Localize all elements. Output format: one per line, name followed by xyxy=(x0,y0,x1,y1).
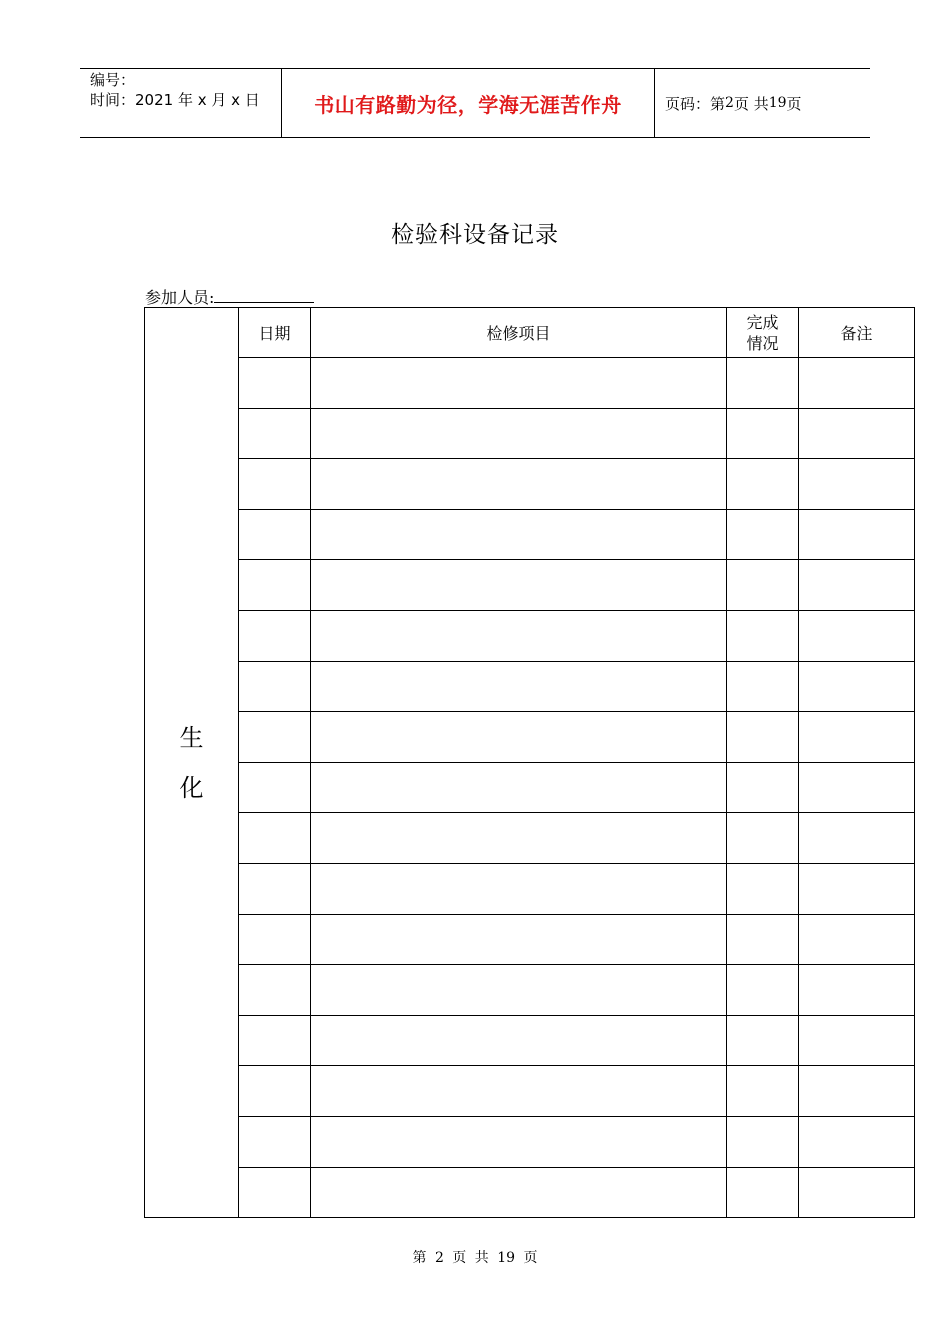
table-row xyxy=(145,1167,915,1218)
table-row xyxy=(145,661,915,712)
date-cell[interactable] xyxy=(239,661,311,712)
status-cell[interactable] xyxy=(727,1167,799,1218)
page-footer: 第 2 页 共 19 页 xyxy=(412,1250,538,1266)
status-cell[interactable] xyxy=(727,1116,799,1167)
table-row xyxy=(145,1116,915,1167)
table-row xyxy=(145,762,915,813)
item-cell[interactable] xyxy=(311,863,727,914)
item-cell[interactable] xyxy=(311,610,727,661)
notes-cell[interactable] xyxy=(799,408,915,459)
notes-cell[interactable] xyxy=(799,459,915,510)
table-row xyxy=(145,1015,915,1066)
date-cell[interactable] xyxy=(239,408,311,459)
status-cell[interactable] xyxy=(727,358,799,409)
status-cell[interactable] xyxy=(727,610,799,661)
status-cell[interactable] xyxy=(727,863,799,914)
date-cell[interactable] xyxy=(239,459,311,510)
item-cell[interactable] xyxy=(311,914,727,965)
table-row xyxy=(145,509,915,560)
status-cell[interactable] xyxy=(727,914,799,965)
status-cell[interactable] xyxy=(727,509,799,560)
table-row xyxy=(145,712,915,763)
date-cell[interactable] xyxy=(239,1066,311,1117)
notes-cell[interactable] xyxy=(799,712,915,763)
table-header-row xyxy=(145,308,915,358)
item-cell[interactable] xyxy=(311,560,727,611)
status-cell[interactable] xyxy=(727,560,799,611)
table-row xyxy=(145,965,915,1016)
status-cell[interactable] xyxy=(727,459,799,510)
item-cell[interactable] xyxy=(311,1066,727,1117)
notes-cell[interactable] xyxy=(799,914,915,965)
page-current: 2 xyxy=(725,95,734,111)
date-cell[interactable] xyxy=(239,863,311,914)
notes-cell[interactable] xyxy=(799,661,915,712)
item-cell[interactable] xyxy=(311,358,727,409)
notes-cell[interactable] xyxy=(799,1167,915,1218)
header-meta xyxy=(80,69,282,137)
status-cell[interactable] xyxy=(727,813,799,864)
date-cell[interactable] xyxy=(239,914,311,965)
item-cell[interactable] xyxy=(311,712,727,763)
item-cell[interactable] xyxy=(311,1167,727,1218)
notes-cell[interactable] xyxy=(799,813,915,864)
status-cell[interactable] xyxy=(727,965,799,1016)
col-header-notes: 备注 xyxy=(799,308,915,358)
department-cell xyxy=(145,308,239,1218)
item-cell[interactable] xyxy=(311,661,727,712)
table-row xyxy=(145,459,915,510)
date-cell[interactable] xyxy=(239,358,311,409)
notes-cell[interactable] xyxy=(799,863,915,914)
participants-label: 参加人员: xyxy=(145,288,215,307)
table-row xyxy=(145,914,915,965)
col-header-status-line: 情况 xyxy=(746,333,779,353)
department-char: 生 xyxy=(179,723,204,752)
status-cell[interactable] xyxy=(727,1015,799,1066)
status-cell[interactable] xyxy=(727,1066,799,1117)
header-motto: 书山有路勤为径，学海无涯苦作舟 xyxy=(282,69,655,137)
date-cell[interactable] xyxy=(239,762,311,813)
page-title: 检验科设备记录 xyxy=(391,222,559,248)
notes-cell[interactable] xyxy=(799,1066,915,1117)
date-cell[interactable] xyxy=(239,1116,311,1167)
page-mid: 页 共 xyxy=(733,94,769,113)
date-cell[interactable] xyxy=(239,509,311,560)
date-cell[interactable] xyxy=(239,1167,311,1218)
notes-cell[interactable] xyxy=(799,762,915,813)
notes-cell[interactable] xyxy=(799,1116,915,1167)
participants-blank xyxy=(214,288,314,303)
status-cell[interactable] xyxy=(727,408,799,459)
item-cell[interactable] xyxy=(311,408,727,459)
item-cell[interactable] xyxy=(311,965,727,1016)
table-row xyxy=(145,813,915,864)
item-cell[interactable] xyxy=(311,509,727,560)
notes-cell[interactable] xyxy=(799,509,915,560)
page-prefix: 页码：第 xyxy=(665,94,726,113)
col-header-status xyxy=(727,308,799,358)
table-row xyxy=(145,1066,915,1117)
table-row xyxy=(145,358,915,409)
col-header-date: 日期 xyxy=(239,308,311,358)
item-cell[interactable] xyxy=(311,1116,727,1167)
status-cell[interactable] xyxy=(727,661,799,712)
notes-cell[interactable] xyxy=(799,560,915,611)
department-char: 化 xyxy=(179,773,204,802)
page-total: 19 xyxy=(768,95,787,111)
col-header-status-line: 完成 xyxy=(746,312,779,332)
notes-cell[interactable] xyxy=(799,358,915,409)
col-header-item: 检修项目 xyxy=(311,308,727,358)
table-row xyxy=(145,408,915,459)
date-cell[interactable] xyxy=(239,813,311,864)
table-row xyxy=(145,863,915,914)
header-page-info xyxy=(665,69,802,137)
item-cell[interactable] xyxy=(311,1015,727,1066)
code-label: 编号： xyxy=(90,71,136,89)
date-cell[interactable] xyxy=(239,965,311,1016)
participants-field xyxy=(145,285,314,308)
date-line: 时间：2021 年 x 月 x 日 xyxy=(90,91,260,109)
table-row xyxy=(145,610,915,661)
record-table xyxy=(144,307,915,1218)
item-cell[interactable] xyxy=(311,762,727,813)
status-cell[interactable] xyxy=(727,762,799,813)
date-cell[interactable] xyxy=(239,1015,311,1066)
notes-cell[interactable] xyxy=(799,1015,915,1066)
item-cell[interactable] xyxy=(311,459,727,510)
status-cell[interactable] xyxy=(727,712,799,763)
notes-cell[interactable] xyxy=(799,610,915,661)
table-row xyxy=(145,560,915,611)
date-cell[interactable] xyxy=(239,560,311,611)
date-cell[interactable] xyxy=(239,610,311,661)
item-cell[interactable] xyxy=(311,813,727,864)
date-cell[interactable] xyxy=(239,712,311,763)
page-suffix: 页 xyxy=(786,94,802,113)
document-header xyxy=(80,68,870,138)
notes-cell[interactable] xyxy=(799,965,915,1016)
